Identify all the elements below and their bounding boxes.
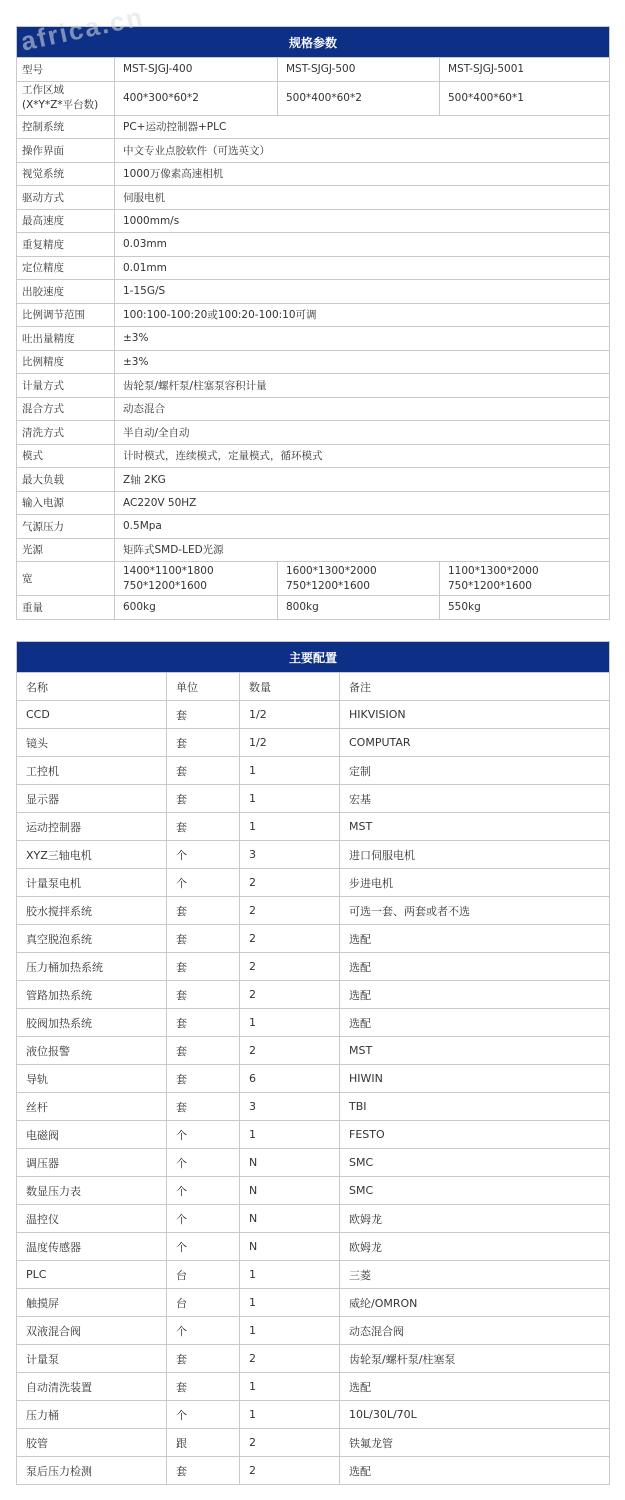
table-cell: 调压器 bbox=[17, 1149, 167, 1177]
table-row bbox=[17, 897, 610, 925]
spec-row bbox=[17, 468, 610, 492]
spec-row-width bbox=[17, 562, 610, 596]
table-cell: 三菱 bbox=[340, 1261, 610, 1289]
table-row bbox=[17, 785, 610, 813]
table-cell: 套 bbox=[167, 897, 240, 925]
table-cell: 个 bbox=[167, 1317, 240, 1345]
spec-row bbox=[17, 256, 610, 280]
spec-row bbox=[17, 421, 610, 445]
table-cell: 宏基 bbox=[340, 785, 610, 813]
table-cell: 1 bbox=[240, 1401, 340, 1429]
table-row bbox=[17, 1401, 610, 1429]
table-cell: 2 bbox=[240, 1037, 340, 1065]
table-cell: 可选一套、两套或者不选 bbox=[340, 897, 610, 925]
table-cell: 镜头 bbox=[17, 729, 167, 757]
table-cell: 真空脱泡系统 bbox=[17, 925, 167, 953]
spec-value: MST-SJGJ-500 bbox=[278, 58, 440, 82]
table-cell: 双液混合阀 bbox=[17, 1317, 167, 1345]
table-cell: 套 bbox=[167, 785, 240, 813]
spec-row bbox=[17, 139, 610, 163]
table-row bbox=[17, 1121, 610, 1149]
table-cell: 套 bbox=[167, 925, 240, 953]
table-cell: 2 bbox=[240, 925, 340, 953]
spec-value: MST-SJGJ-5001 bbox=[440, 58, 610, 82]
table-cell: 3 bbox=[240, 1093, 340, 1121]
spec-label: 重复精度 bbox=[17, 233, 115, 257]
table-row bbox=[17, 1009, 610, 1037]
table-cell: 个 bbox=[167, 841, 240, 869]
table-row bbox=[17, 841, 610, 869]
spec-row bbox=[17, 303, 610, 327]
spec-row bbox=[17, 327, 610, 351]
watermark: africa.cn bbox=[18, 1, 147, 57]
table-cell: 台 bbox=[167, 1261, 240, 1289]
spec-label: 计量方式 bbox=[17, 374, 115, 398]
spec-table bbox=[16, 26, 610, 620]
table-cell: 欧姆龙 bbox=[340, 1205, 610, 1233]
spec-row bbox=[17, 538, 610, 562]
table-cell: 2 bbox=[240, 1345, 340, 1373]
table-cell: 套 bbox=[167, 1457, 240, 1485]
table-cell: 个 bbox=[167, 1401, 240, 1429]
table-cell: 1 bbox=[240, 1289, 340, 1317]
spec-value: 矩阵式SMD-LED光源 bbox=[115, 538, 610, 562]
table-row bbox=[17, 1149, 610, 1177]
spec-value: 1000万像素高速相机 bbox=[115, 162, 610, 186]
table-cell: MST bbox=[340, 813, 610, 841]
spec-label: 比例精度 bbox=[17, 350, 115, 374]
table-row bbox=[17, 1345, 610, 1373]
spec-row bbox=[17, 209, 610, 233]
spec-label: 输入电源 bbox=[17, 491, 115, 515]
table-row bbox=[17, 729, 610, 757]
table-cell: 套 bbox=[167, 757, 240, 785]
spec-row bbox=[17, 397, 610, 421]
table-cell: 1 bbox=[240, 1317, 340, 1345]
table-cell: 2 bbox=[240, 869, 340, 897]
table-row bbox=[17, 701, 610, 729]
table-cell: 数显压力表 bbox=[17, 1177, 167, 1205]
table-cell: 个 bbox=[167, 1233, 240, 1261]
spec-value: 1600*1300*2000 750*1200*1600 bbox=[278, 562, 440, 596]
spec-label: 出胶速度 bbox=[17, 280, 115, 304]
table-row bbox=[17, 1093, 610, 1121]
table-cell: 1 bbox=[240, 1121, 340, 1149]
table-cell: 1 bbox=[240, 757, 340, 785]
table-cell: 步进电机 bbox=[340, 869, 610, 897]
spec-row bbox=[17, 280, 610, 304]
table-cell: 套 bbox=[167, 1345, 240, 1373]
spec-value: ±3% bbox=[115, 350, 610, 374]
table-cell: N bbox=[240, 1205, 340, 1233]
table-cell: 个 bbox=[167, 1149, 240, 1177]
table-cell: 定制 bbox=[340, 757, 610, 785]
spec-label: 宽 bbox=[17, 562, 115, 596]
table-cell: 套 bbox=[167, 1373, 240, 1401]
table-cell: PLC bbox=[17, 1261, 167, 1289]
table-cell: 套 bbox=[167, 1037, 240, 1065]
spec-value: 600kg bbox=[115, 596, 278, 620]
config-header-row bbox=[17, 673, 610, 701]
table-row bbox=[17, 1457, 610, 1485]
table-cell: HIWIN bbox=[340, 1065, 610, 1093]
spec-label: 重量 bbox=[17, 596, 115, 620]
table-cell: CCD bbox=[17, 701, 167, 729]
table-row bbox=[17, 1065, 610, 1093]
table-cell: 显示器 bbox=[17, 785, 167, 813]
table-cell: 2 bbox=[240, 1429, 340, 1457]
table-cell: 2 bbox=[240, 1457, 340, 1485]
table-cell: 齿轮泵/螺杆泵/柱塞泵 bbox=[340, 1345, 610, 1373]
spec-label: 型号 bbox=[17, 58, 115, 82]
table-row bbox=[17, 757, 610, 785]
spec-label: 比例调节范围 bbox=[17, 303, 115, 327]
spec-label: 光源 bbox=[17, 538, 115, 562]
spec-value: ±3% bbox=[115, 327, 610, 351]
column-header: 单位 bbox=[167, 673, 240, 701]
column-header: 备注 bbox=[340, 673, 610, 701]
spec-row-model bbox=[17, 58, 610, 82]
table-row bbox=[17, 869, 610, 897]
spec-value: 1100*1300*2000 750*1200*1600 bbox=[440, 562, 610, 596]
table-cell: 套 bbox=[167, 1065, 240, 1093]
table-cell: 1 bbox=[240, 1009, 340, 1037]
spec-label: 模式 bbox=[17, 444, 115, 468]
spec-value: 100:100-100:20或100:20-100:10可调 bbox=[115, 303, 610, 327]
table-cell: 套 bbox=[167, 981, 240, 1009]
table-cell: 进口伺服电机 bbox=[340, 841, 610, 869]
table-cell: 温度传感器 bbox=[17, 1233, 167, 1261]
table-cell: 电磁阀 bbox=[17, 1121, 167, 1149]
spec-value: 400*300*60*2 bbox=[115, 81, 278, 115]
spec-value: 中文专业点胶软件（可选英文） bbox=[115, 139, 610, 163]
spec-value: 500*400*60*1 bbox=[440, 81, 610, 115]
table-cell: 跟 bbox=[167, 1429, 240, 1457]
table-cell: 触摸屏 bbox=[17, 1289, 167, 1317]
table-cell: 套 bbox=[167, 1093, 240, 1121]
table-cell: 管路加热系统 bbox=[17, 981, 167, 1009]
spec-value: 0.01mm bbox=[115, 256, 610, 280]
spec-row bbox=[17, 491, 610, 515]
table-cell: 10L/30L/70L bbox=[340, 1401, 610, 1429]
spec-value: 0.5Mpa bbox=[115, 515, 610, 539]
table-cell: N bbox=[240, 1233, 340, 1261]
table-cell: 个 bbox=[167, 869, 240, 897]
spec-value: 齿轮泵/螺杆泵/柱塞泵容积计量 bbox=[115, 374, 610, 398]
spec-value: 1400*1100*1800 750*1200*1600 bbox=[115, 562, 278, 596]
table-cell: 压力桶 bbox=[17, 1401, 167, 1429]
table-cell: 威纶/OMRON bbox=[340, 1289, 610, 1317]
table-cell: FESTO bbox=[340, 1121, 610, 1149]
table-row bbox=[17, 1261, 610, 1289]
table-cell: N bbox=[240, 1177, 340, 1205]
config-table bbox=[16, 641, 610, 1485]
spec-value: 0.03mm bbox=[115, 233, 610, 257]
table-row bbox=[17, 1177, 610, 1205]
spec-value: 500*400*60*2 bbox=[278, 81, 440, 115]
table-cell: 3 bbox=[240, 841, 340, 869]
table-cell: 1 bbox=[240, 1373, 340, 1401]
table-cell: TBI bbox=[340, 1093, 610, 1121]
spec-value: 伺服电机 bbox=[115, 186, 610, 210]
table-cell: 选配 bbox=[340, 953, 610, 981]
table-row bbox=[17, 953, 610, 981]
spec-value: 半自动/全自动 bbox=[115, 421, 610, 445]
table-row bbox=[17, 1373, 610, 1401]
spec-title: 规格参数 bbox=[17, 27, 610, 58]
spec-label: 最大负载 bbox=[17, 468, 115, 492]
spec-label: 混合方式 bbox=[17, 397, 115, 421]
table-cell: 工控机 bbox=[17, 757, 167, 785]
table-cell: HIKVISION bbox=[340, 701, 610, 729]
spec-value: 800kg bbox=[278, 596, 440, 620]
column-header: 数量 bbox=[240, 673, 340, 701]
table-cell: 套 bbox=[167, 701, 240, 729]
spec-row bbox=[17, 186, 610, 210]
table-cell: 导轨 bbox=[17, 1065, 167, 1093]
table-cell: 丝杆 bbox=[17, 1093, 167, 1121]
spec-value: 550kg bbox=[440, 596, 610, 620]
spec-row bbox=[17, 350, 610, 374]
table-cell: 计量泵 bbox=[17, 1345, 167, 1373]
table-cell: 胶水搅拌系统 bbox=[17, 897, 167, 925]
table-cell: 液位报警 bbox=[17, 1037, 167, 1065]
spec-value: 1000mm/s bbox=[115, 209, 610, 233]
spec-label: 操作界面 bbox=[17, 139, 115, 163]
table-cell: 胶管 bbox=[17, 1429, 167, 1457]
spec-value: 1-15G/S bbox=[115, 280, 610, 304]
table-cell: SMC bbox=[340, 1149, 610, 1177]
spec-label: 控制系统 bbox=[17, 115, 115, 139]
spec-label: 工作区域 (X*Y*Z*平台数) bbox=[17, 81, 115, 115]
spec-label: 视觉系统 bbox=[17, 162, 115, 186]
table-cell: 选配 bbox=[340, 1009, 610, 1037]
table-cell: 6 bbox=[240, 1065, 340, 1093]
spec-row-weight bbox=[17, 596, 610, 620]
config-title: 主要配置 bbox=[17, 642, 610, 673]
table-row bbox=[17, 1037, 610, 1065]
table-cell: N bbox=[240, 1149, 340, 1177]
table-cell: 选配 bbox=[340, 925, 610, 953]
spec-row-work-area bbox=[17, 81, 610, 115]
table-cell: 个 bbox=[167, 1205, 240, 1233]
spec-label: 清洗方式 bbox=[17, 421, 115, 445]
table-cell: 1/2 bbox=[240, 729, 340, 757]
table-cell: 套 bbox=[167, 729, 240, 757]
table-cell: 1/2 bbox=[240, 701, 340, 729]
table-cell: 个 bbox=[167, 1121, 240, 1149]
table-row bbox=[17, 981, 610, 1009]
table-cell: 自动清洗装置 bbox=[17, 1373, 167, 1401]
table-cell: 套 bbox=[167, 953, 240, 981]
table-row bbox=[17, 1205, 610, 1233]
table-cell: 运动控制器 bbox=[17, 813, 167, 841]
table-cell: 选配 bbox=[340, 981, 610, 1009]
table-cell: 铁氟龙管 bbox=[340, 1429, 610, 1457]
table-cell: COMPUTAR bbox=[340, 729, 610, 757]
spec-value: Z轴 2KG bbox=[115, 468, 610, 492]
spec-value: PC+运动控制器+PLC bbox=[115, 115, 610, 139]
table-cell: 泵后压力检测 bbox=[17, 1457, 167, 1485]
table-cell: 计量泵电机 bbox=[17, 869, 167, 897]
table-row bbox=[17, 1233, 610, 1261]
table-cell: 套 bbox=[167, 813, 240, 841]
table-cell: 1 bbox=[240, 1261, 340, 1289]
spec-label: 定位精度 bbox=[17, 256, 115, 280]
table-row bbox=[17, 925, 610, 953]
spec-row bbox=[17, 444, 610, 468]
spec-value: 计时模式，连续模式，定量模式，循环模式 bbox=[115, 444, 610, 468]
table-cell: 动态混合阀 bbox=[340, 1317, 610, 1345]
table-cell: 胶阀加热系统 bbox=[17, 1009, 167, 1037]
spec-label: 气源压力 bbox=[17, 515, 115, 539]
column-header: 名称 bbox=[17, 673, 167, 701]
spec-value: 动态混合 bbox=[115, 397, 610, 421]
table-row bbox=[17, 1289, 610, 1317]
table-row bbox=[17, 1317, 610, 1345]
spec-value: AC220V 50HZ bbox=[115, 491, 610, 515]
table-cell: 温控仪 bbox=[17, 1205, 167, 1233]
table-cell: 欧姆龙 bbox=[340, 1233, 610, 1261]
table-row bbox=[17, 1429, 610, 1457]
spec-row bbox=[17, 115, 610, 139]
table-cell: 台 bbox=[167, 1289, 240, 1317]
table-cell: 2 bbox=[240, 981, 340, 1009]
table-cell: 压力桶加热系统 bbox=[17, 953, 167, 981]
table-cell: 1 bbox=[240, 785, 340, 813]
table-cell: 选配 bbox=[340, 1373, 610, 1401]
spec-row bbox=[17, 515, 610, 539]
spec-label: 最高速度 bbox=[17, 209, 115, 233]
spec-label: 驱动方式 bbox=[17, 186, 115, 210]
table-cell: 选配 bbox=[340, 1457, 610, 1485]
table-cell: 个 bbox=[167, 1177, 240, 1205]
spec-value: MST-SJGJ-400 bbox=[115, 58, 278, 82]
spec-label: 吐出量精度 bbox=[17, 327, 115, 351]
table-cell: 套 bbox=[167, 1009, 240, 1037]
table-row bbox=[17, 813, 610, 841]
table-cell: 1 bbox=[240, 813, 340, 841]
spec-row bbox=[17, 233, 610, 257]
table-cell: SMC bbox=[340, 1177, 610, 1205]
spec-row bbox=[17, 374, 610, 398]
table-cell: 2 bbox=[240, 897, 340, 925]
table-cell: 2 bbox=[240, 953, 340, 981]
spec-row bbox=[17, 162, 610, 186]
table-cell: XYZ三轴电机 bbox=[17, 841, 167, 869]
table-cell: MST bbox=[340, 1037, 610, 1065]
